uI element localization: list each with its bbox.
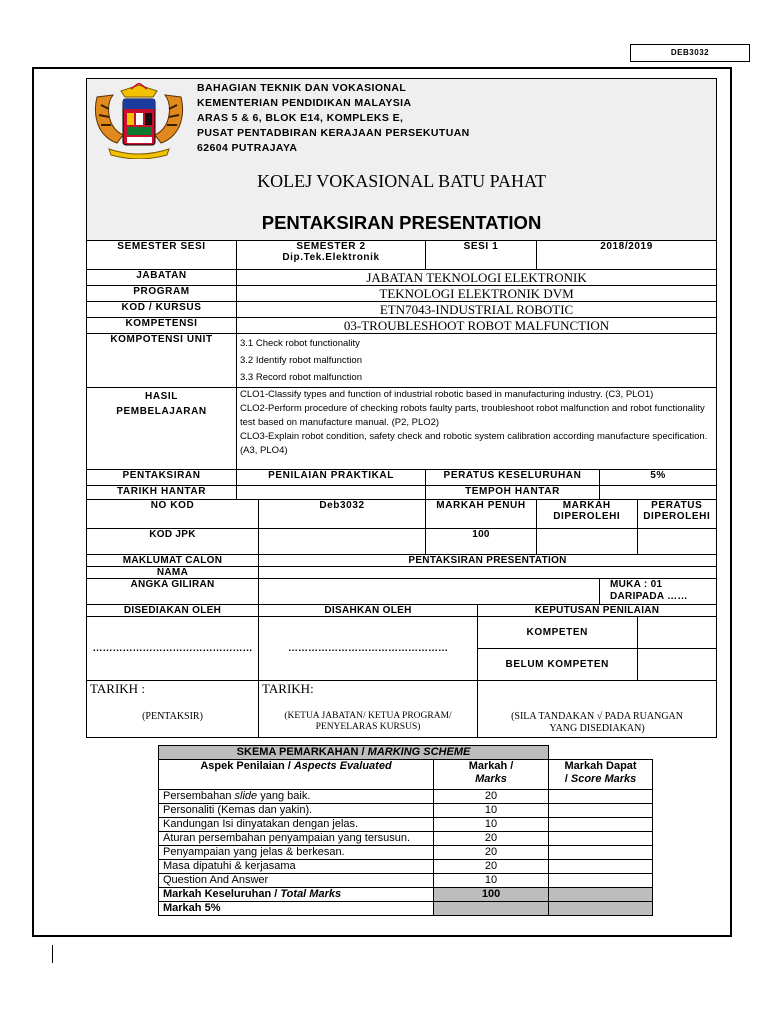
kod-jpk-label: KOD JPK — [87, 529, 259, 555]
jabatan-value: JABATAN TEKNOLOGI ELEKTRONIK — [237, 270, 717, 286]
unit-item: 3.2 Identify robot malfunction — [240, 355, 362, 366]
aspect-row-marks: 10 — [434, 818, 549, 832]
sesi-value: SESI 1 — [426, 241, 537, 270]
program-label: PROGRAM — [87, 286, 237, 302]
total-marks-label: Markah Keseluruhan / Total Marks — [159, 888, 434, 902]
institution-address: BAHAGIAN TEKNIK DAN VOKASIONAL KEMENTERIAN PENDIDIKAN MALAYSIA ARAS 5 & 6, BLOK E14, KOMPLEKS E, PUSAT PENTADBIRAN KERAJAAN PERSEKUTUAN 62604 PUTRAJAYA — [197, 82, 470, 154]
document-code: DEB3032 — [630, 44, 750, 62]
aspect-row-score[interactable] — [549, 846, 653, 860]
total-marks-value: 100 — [434, 888, 549, 902]
tarikh-ketua: TARIKH: (KETUA JABATAN/ KETUA PROGRAM/ PENYELARAS KURSUS) — [259, 681, 478, 738]
kompetensi-unit-label: KOMPOTENSI UNIT — [87, 334, 237, 388]
academic-year: 2018/2019 — [537, 241, 717, 270]
tempoh-hantar-label: TEMPOH HANTAR — [426, 486, 600, 500]
aspect-row-score[interactable] — [549, 804, 653, 818]
unit-item: 3.3 Record robot malfunction — [240, 372, 362, 383]
kod-jpk-value[interactable] — [259, 529, 426, 555]
kod-kursus-value: ETN7043-INDUSTRIAL ROBOTIC — [237, 302, 717, 318]
aspect-row-label: Personaliti (Kemas dan yakin). — [159, 804, 434, 818]
disahkan-oleh-label: DISAHKAN OLEH — [259, 605, 478, 617]
nama-label: NAMA — [87, 567, 259, 579]
tarikh-pentaksir: TARIKH : (PENTAKSIR) — [87, 681, 259, 738]
clo-item: CLO1-Classify types and function of industrial robotic based in manufacturing industry. (C3, PLO1) — [240, 389, 654, 400]
aspect-row-label: Aturan persembahan penyampaian yang tersusun. — [159, 832, 434, 846]
five-percent-label: Markah 5% — [159, 902, 434, 916]
form-header — [87, 79, 717, 241]
no-kod-value: Deb3032 — [259, 500, 426, 529]
col-score-header: Markah Dapat / Score Marks — [549, 760, 653, 790]
tarikh-hantar-label: TARIKH HANTAR — [87, 486, 237, 500]
aspect-row-label: Persembahan slide yang baik. — [159, 790, 434, 804]
pentaksiran-presentation-label: PENTAKSIRAN PRESENTATION — [259, 555, 717, 567]
nama-value[interactable] — [259, 567, 717, 579]
semester-value: SEMESTER 2 Dip.Tek.Elektronik — [237, 241, 426, 270]
aspect-row-score[interactable] — [549, 860, 653, 874]
aspect-row-score[interactable] — [549, 832, 653, 846]
markah-penuh-label: MARKAH PENUH — [426, 500, 537, 529]
aspect-row-score[interactable] — [549, 818, 653, 832]
kompeten-checkbox[interactable] — [637, 617, 717, 649]
hasil-pembelajaran-label: HASIL PEMBELAJARAN — [87, 388, 237, 470]
angka-giliran-value[interactable] — [259, 579, 600, 605]
college-name: KOLEJ VOKASIONAL BATU PAHAT — [257, 171, 546, 191]
marking-scheme-title: SKEMA PEMARKAHAN / MARKING SCHEME — [159, 746, 549, 760]
markah-diperolehi-value[interactable] — [537, 529, 638, 555]
assessment-form — [86, 78, 717, 738]
aspect-row-marks: 20 — [434, 860, 549, 874]
aspect-row-label: Masa dipatuhi & kerjasama — [159, 860, 434, 874]
learning-outcomes — [237, 388, 717, 470]
aspect-row-score[interactable] — [549, 790, 653, 804]
markah-diperolehi-label: MARKAH DIPEROLEHI — [537, 500, 638, 529]
disediakan-oleh-label: DISEDIAKAN OLEH — [87, 605, 259, 617]
disediakan-signature[interactable]: ………………………………………… — [87, 617, 259, 681]
pentaksiran-value: PENILAIAN PRAKTIKAL — [237, 470, 426, 486]
five-percent-marks — [434, 902, 549, 916]
peratus-diperolehi-label: PERATUS DIPEROLEHI — [637, 500, 717, 529]
malaysia-coat-of-arms-icon — [91, 83, 187, 159]
marking-scheme-table — [158, 745, 653, 916]
aspect-row-label: Kandungan Isi dinyatakan dengan jelas. — [159, 818, 434, 832]
kompetensi-unit-list — [237, 334, 717, 388]
kompetensi-value: 03-TROUBLESHOOT ROBOT MALFUNCTION — [237, 318, 717, 334]
semester-sesi-label: SEMESTER SESI — [87, 241, 237, 270]
total-score[interactable] — [549, 888, 653, 902]
aspect-row-marks: 20 — [434, 832, 549, 846]
tarikh-hantar-value[interactable] — [237, 486, 426, 500]
five-percent-score[interactable] — [549, 902, 653, 916]
jabatan-label: JABATAN — [87, 270, 237, 286]
aspect-row-label: Penyampaian yang jelas & berkesan. — [159, 846, 434, 860]
kompeten-label: KOMPETEN — [478, 617, 638, 649]
pentaksiran-label: PENTAKSIRAN — [87, 470, 237, 486]
aspect-row-label: Question And Answer — [159, 874, 434, 888]
markah-penuh-value: 100 — [426, 529, 537, 555]
keputusan-penilaian-label: KEPUTUSAN PENILAIAN — [478, 605, 717, 617]
clo-item: CLO2-Perform procedure of checking robots faulty parts, troubleshoot robot malfunction and robot functionality test based on manufacture manual. (P2, PLO2) — [240, 403, 705, 428]
aspect-row-marks: 20 — [434, 790, 549, 804]
aspect-row-score[interactable] — [549, 874, 653, 888]
peratus-diperolehi-value[interactable] — [637, 529, 717, 555]
col-aspect-header: Aspek Penilaian / Aspects Evaluated — [159, 760, 434, 790]
aspect-row-marks: 10 — [434, 804, 549, 818]
kompetensi-label: KOMPETENSI — [87, 318, 237, 334]
unit-item: 3.1 Check robot functionality — [240, 338, 360, 349]
peratus-keseluruhan-value: 5% — [600, 470, 717, 486]
belum-kompeten-label: BELUM KOMPETEN — [478, 649, 638, 681]
clo-item: CLO3-Explain robot condition, safety check and robotic system calibration according manufacture specification. (A3, PLO4) — [240, 431, 708, 456]
page-count: MUKA : 01 DARIPADA …… — [600, 579, 717, 605]
belum-kompeten-checkbox[interactable] — [637, 649, 717, 681]
maklumat-calon-label: MAKLUMAT CALON — [87, 555, 259, 567]
aspect-row-marks: 20 — [434, 846, 549, 860]
kod-kursus-label: KOD / KURSUS — [87, 302, 237, 318]
form-title: PENTAKSIRAN PRESENTATION — [261, 212, 542, 233]
no-kod-label: NO KOD — [87, 500, 259, 529]
tempoh-hantar-value[interactable] — [600, 486, 717, 500]
col-marks-header: Markah / Marks — [434, 760, 549, 790]
sila-tandakan-note: (SILA TANDAKAN √ PADA RUANGAN YANG DISEDIAKAN) — [478, 681, 717, 738]
aspect-row-marks: 10 — [434, 874, 549, 888]
peratus-keseluruhan-label: PERATUS KESELURUHAN — [426, 470, 600, 486]
disahkan-signature[interactable]: ………………………………………… — [259, 617, 478, 681]
program-value: TEKNOLOGI ELEKTRONIK DVM — [237, 286, 717, 302]
title-spacer — [549, 746, 653, 760]
text-cursor — [52, 945, 53, 963]
angka-giliran-label: ANGKA GILIRAN — [87, 579, 259, 605]
